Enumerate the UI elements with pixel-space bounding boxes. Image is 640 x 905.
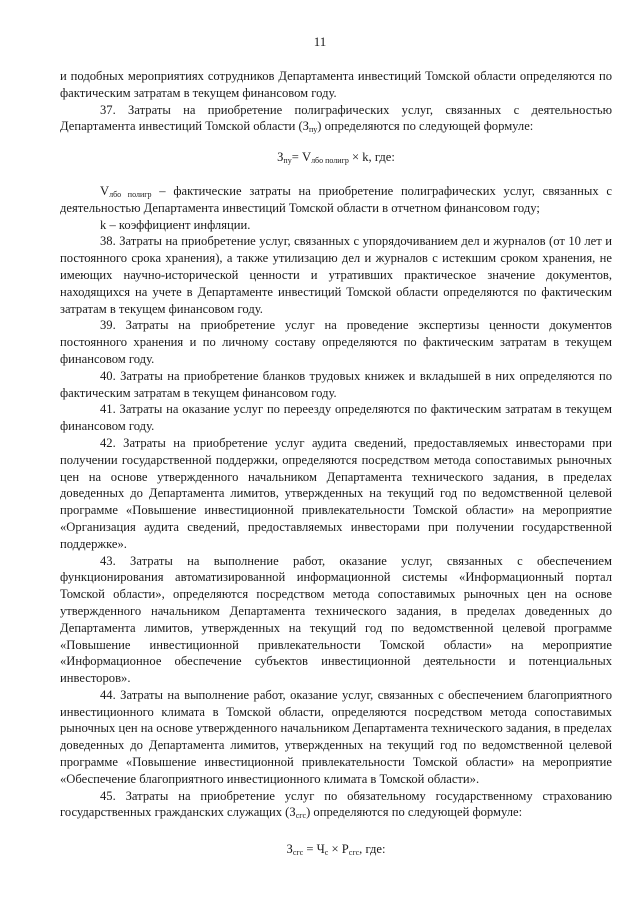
formula2-ch: = Ч bbox=[303, 842, 325, 857]
definition-v-symbol: V bbox=[100, 183, 110, 198]
paragraph-45-tail: ) определяются по следующей формуле: bbox=[306, 805, 523, 820]
paragraph-44: 44. Затраты на выполнение работ, оказание услуг, связанных с обеспечением благоприятного инвестиционного климата в Томской области, определяются посредством метода сопоставимых рыночных цен на основе утвержденного начальником Департамента технического задания, в пределах доведенных до Департамента лимитов, утвержденных на текущий год по ведомственной целевой программе «Повышение инвестиционной привлекательности Томской области» на мероприятие «Обеспечение благоприятного инвестиционного климата в Томской области». bbox=[60, 687, 612, 786]
formula-lhs-subscript: пу bbox=[283, 156, 292, 166]
paragraph-45-text: 45. Затраты на приобретение услуг по обязательному государственному страхованию государственных гражданских служащих ( bbox=[60, 788, 612, 820]
formula-rest: × k, где: bbox=[348, 150, 395, 165]
paragraph-42: 42. Затраты на приобретение услуг аудита сведений, предоставляемых инвесторами при получении государственной поддержки, определяются посредством метода сопоставимых рыночных цен на основе утвержденного начальником Департамента технического задания, в пределах доведенных до Департамента лимитов, утвержденных на текущий год по ведомственной целевой программе «Повышение инвестиционной привлекательности Томской области» на мероприятие «Организация аудита сведений, предоставляемых инвесторами при получении государственной поддержке». bbox=[60, 435, 612, 551]
definition-v-subscript: лбо полигр bbox=[109, 189, 152, 199]
var-z-sgs-subscript: сгс bbox=[295, 811, 307, 821]
paragraph-37-text: 37. Затраты на приобретение полиграфических услуг, связанных с деятельностью Департамента инвестиций Томской области ( bbox=[60, 102, 612, 134]
formula-v: V bbox=[301, 150, 312, 165]
document-body bbox=[60, 68, 612, 858]
definition-k: k – коэффициент инфляции. bbox=[100, 217, 251, 232]
formula2-ch-subscript: с bbox=[324, 848, 329, 858]
paragraph-43: 43. Затраты на выполнение работ, оказание услуг, связанных с обеспечением функционирования автоматизированной информационной системы «Информационный портал Томской области», определяются посредством метода сопоставимых рыночных цен на основе утвержденного начальником Департамента технического задания, в пределах доведенных до Департамента лимитов, утвержденных на текущий год по ведомственной целевой программе «Повышение инвестиционной привлекательности Томской области» на мероприятие «Информационное обеспечение субъектов инвестиционной деятельности и потенциальных инвесторов». bbox=[60, 553, 612, 686]
definition-v-text: – фактические затраты на приобретение полиграфических услуг, связанных с деятельностью Департамента инвестиций Томской области в отчетном финансовом году; bbox=[60, 183, 612, 215]
formula-insurance bbox=[60, 841, 612, 858]
formula-polygraphic bbox=[60, 149, 612, 166]
page-number: 11 bbox=[313, 34, 327, 49]
formula2-lhs-subscript: сгс bbox=[292, 848, 304, 858]
formula2-r: × Р bbox=[328, 842, 349, 857]
var-z-pu: З bbox=[302, 119, 309, 134]
formula-lhs: З bbox=[277, 150, 284, 165]
paragraph-37 bbox=[60, 102, 612, 136]
formula2-rest: , где: bbox=[359, 842, 386, 857]
definition-v bbox=[60, 183, 612, 217]
paragraph-40: 40. Затраты на приобретение бланков трудовых книжек и вкладышей в них определяются по фактическим затратам в текущем финансовом году. bbox=[60, 368, 612, 400]
formula2-r-subscript: сгс bbox=[348, 848, 360, 858]
paragraph-38: 38. Затраты на приобретение услуг, связанных с упорядочиванием дел и журналов (от 10 лет и постоянного срока хранения), а также утилизацию дел и журналов с истекшим сроком хранения, не имеющих научно-исторической ценности и утративших практическое значение документов, находящихся на учете в Департаменте инвестиций Томской области определяются по фактическим затратам в текущем финансовом году. bbox=[60, 234, 612, 316]
formula-equals: = bbox=[291, 150, 302, 165]
var-z-sgs: З bbox=[289, 805, 296, 820]
paragraph-45 bbox=[60, 788, 612, 822]
paragraph-continuation: и подобных мероприятиях сотрудников Департамента инвестиций Томской области определяются по фактическим затратам в текущем финансовом году. bbox=[60, 69, 612, 100]
formula2-lhs: З bbox=[286, 842, 293, 857]
paragraph-39: 39. Затраты на приобретение услуг на проведение экспертизы ценности документов постоянного хранения и по личному составу определяются по фактическим затратам в текущем финансовом году. bbox=[60, 318, 612, 366]
paragraph-37-tail: ) определяются по следующей формуле: bbox=[317, 119, 534, 134]
paragraph-41: 41. Затраты на оказание услуг по переезду определяются по фактическим затратам в текущем финансовом году. bbox=[60, 402, 612, 434]
formula-v-subscript: лбо полигр bbox=[311, 156, 349, 166]
var-z-pu-subscript: пу bbox=[308, 125, 318, 135]
